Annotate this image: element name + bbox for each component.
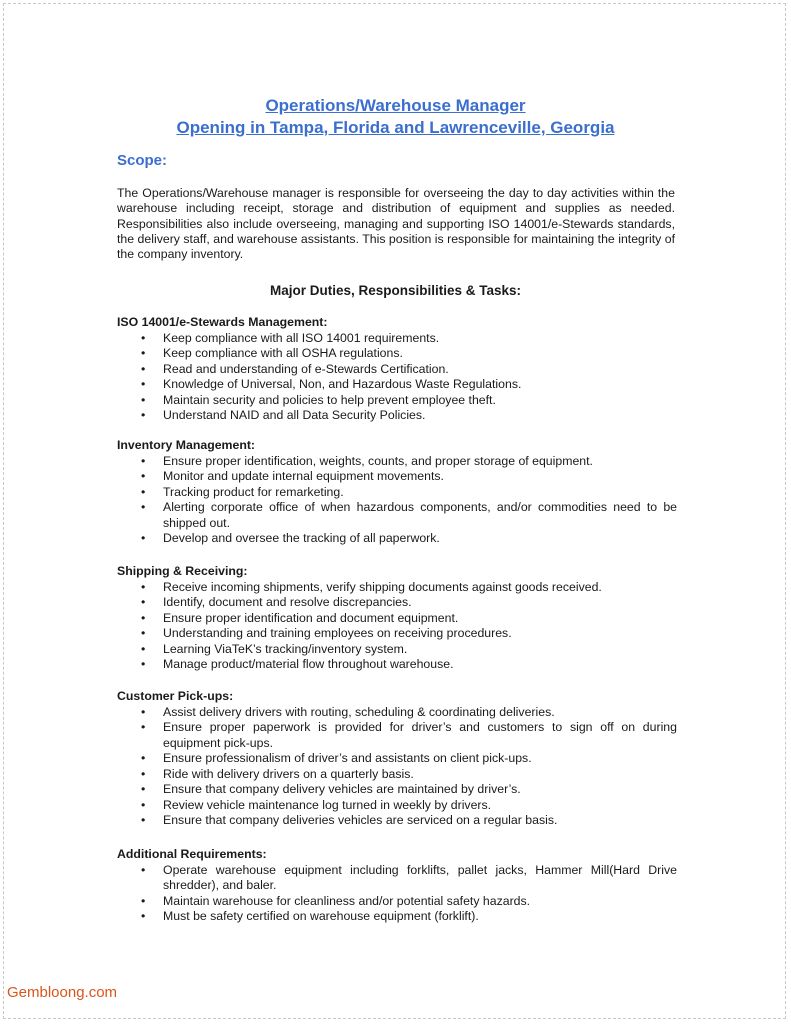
section-customer-pickups (117, 689, 677, 829)
list-item: • Ensure professionalism of driver’s and assistants on client pick-ups. (117, 751, 677, 767)
list-item: • Ensure proper identification, weights, counts, and proper storage of equipment. (117, 454, 677, 470)
list-item: • Learning ViaTeK’s tracking/inventory system. (117, 642, 677, 658)
bullet-list (117, 705, 677, 829)
list-item: • Operate warehouse equipment including forklifts, pallet jacks, Hammer Mill(Hard Drive shredder), and baler. (117, 863, 677, 894)
list-item: • Ride with delivery drivers on a quarterly basis. (117, 767, 677, 783)
section-iso-management (117, 315, 677, 424)
scope-heading: Scope: (117, 152, 168, 169)
bullet-list (117, 863, 677, 925)
duties-heading: Major Duties, Responsibilities & Tasks: (269, 283, 522, 298)
section-shipping-receiving (117, 564, 677, 673)
job-title: Operations/Warehouse Manager (265, 96, 526, 115)
section-heading: Inventory Management: (117, 438, 256, 452)
list-item: • Read and understanding of e-Stewards Certification. (117, 362, 677, 378)
list-item: • Knowledge of Universal, Non, and Hazardous Waste Regulations. (117, 377, 677, 393)
list-item: • Ensure proper identification and document equipment. (117, 611, 677, 627)
list-item: • Identify, document and resolve discrepancies. (117, 595, 677, 611)
list-item: • Receive incoming shipments, verify shipping documents against goods received. (117, 580, 677, 596)
list-item: • Understand NAID and all Data Security Policies. (117, 408, 677, 424)
list-item: • Assist delivery drivers with routing, scheduling & coordinating deliveries. (117, 705, 677, 721)
list-item: • Ensure that company deliveries vehicles are serviced on a regular basis. (117, 813, 677, 829)
list-item: • Maintain security and policies to help prevent employee theft. (117, 393, 677, 409)
list-item: • Manage product/material flow throughout warehouse. (117, 657, 677, 673)
section-additional-requirements (117, 847, 677, 925)
list-item: • Review vehicle maintenance log turned in weekly by drivers. (117, 798, 677, 814)
bullet-list (117, 454, 677, 547)
bullet-list (117, 580, 677, 673)
section-heading: Additional Requirements: (117, 847, 267, 861)
list-item: • Ensure proper paperwork is provided for driver’s and customers to sign off on during equipment pick-ups. (117, 720, 677, 751)
section-heading: Shipping & Receiving: (117, 564, 248, 578)
list-item: • Tracking product for remarketing. (117, 485, 677, 501)
list-item: • Maintain warehouse for cleanliness and/or potential safety hazards. (117, 894, 677, 910)
list-item: • Must be safety certified on warehouse equipment (forklift). (117, 909, 677, 925)
bullet-list (117, 331, 677, 424)
section-inventory-management (117, 438, 677, 547)
job-location-title: Opening in Tampa, Florida and Lawrenceville, Georgia (176, 118, 615, 137)
list-item: • Develop and oversee the tracking of all paperwork. (117, 531, 677, 547)
list-item: • Alerting corporate office of when hazardous components, and/or commodities need to be shipped out. (117, 500, 677, 531)
watermark: Gembloong.com (7, 984, 118, 1001)
list-item: • Ensure that company delivery vehicles are maintained by driver’s. (117, 782, 677, 798)
scope-paragraph: The Operations/Warehouse manager is responsible for overseeing the day to day activities within the warehouse including receipt, storage and distribution of equipment and supplies as needed. Responsibilities also include overseeing, managing and supporting ISO 14001/e-Stewards standards, the delivery staff, and warehouse assistants. This position is responsible for maintaining the integrity of the company inventory. (117, 186, 675, 262)
list-item: • Monitor and update internal equipment movements. (117, 469, 677, 485)
list-item: • Keep compliance with all ISO 14001 requirements. (117, 331, 677, 347)
list-item: • Keep compliance with all OSHA regulations. (117, 346, 677, 362)
section-heading: ISO 14001/e-Stewards Management: (117, 315, 328, 329)
section-heading: Customer Pick-ups: (117, 689, 234, 703)
list-item: • Understanding and training employees on receiving procedures. (117, 626, 677, 642)
